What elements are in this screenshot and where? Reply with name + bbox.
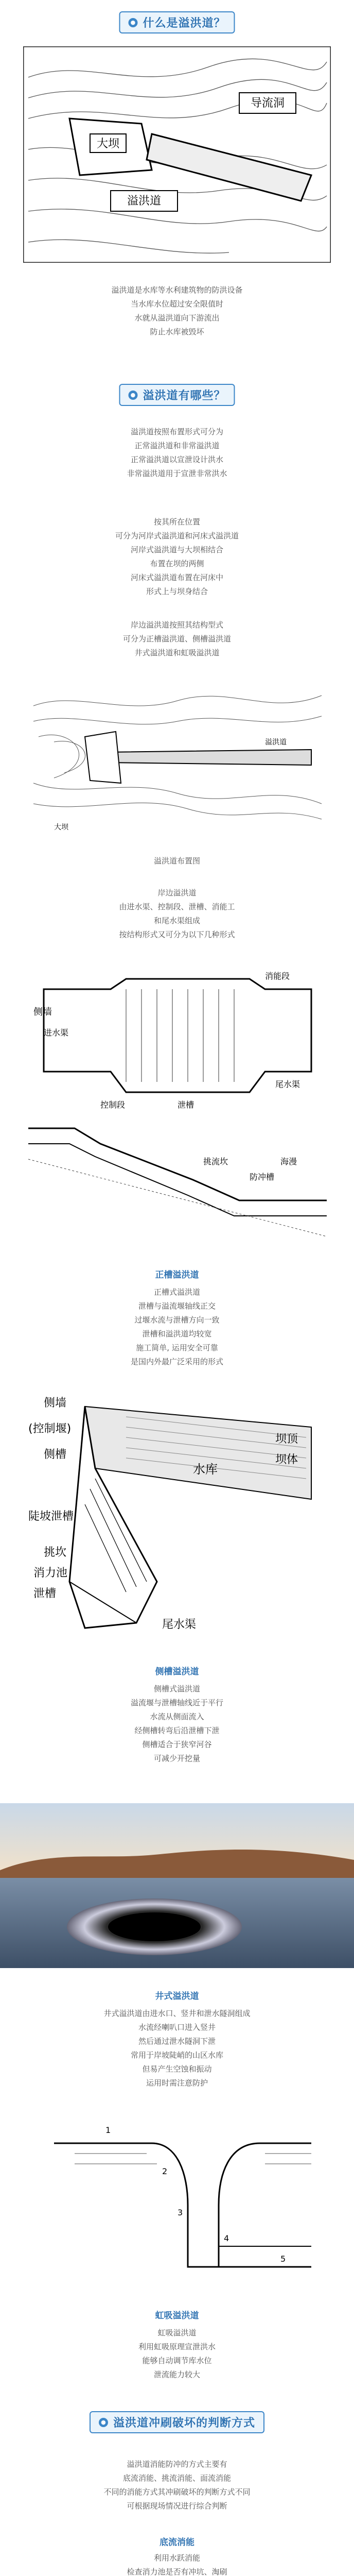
- label-dam: 大坝: [96, 138, 120, 150]
- label-5: 5: [280, 2254, 286, 2264]
- shaft-spillway-diagram: [23, 2112, 331, 2287]
- section-heading-types: [119, 384, 235, 406]
- spillway-plan-diagram: [23, 958, 331, 1247]
- water-drop-icon: ●: [128, 18, 137, 27]
- label-4: 4: [224, 2233, 229, 2243]
- label-chute: 泄槽: [178, 1100, 194, 1110]
- label-1: 1: [105, 2125, 111, 2135]
- types-para2: 按其所在位置 可分为河岸式溢洪道和河床式溢洪道 河岸式溢洪道与大坝相结合 布置在坝的两侧 河床式溢洪道布置在河床中 形式上与坝身结合: [115, 517, 239, 596]
- label-dam-body: 坝体: [275, 1453, 298, 1466]
- section-title: 溢洪道有哪些？: [143, 389, 226, 402]
- label-spillway: 溢洪道: [127, 195, 162, 208]
- jingshi-paragraph: 井式溢洪道由进水口、竖井和泄水隧洞组成 水流经喇叭口进入竖井 然后通过泄水隧洞下泄 常用于岸坡陡峭的山区水库 但易产生空蚀和振动 运用时需注意防护: [103, 2009, 251, 2088]
- types-para3: 岸边溢洪道按照其结构型式 可分为正槽溢洪道、侧槽溢洪道 井式溢洪道和虹吸溢洪道: [122, 620, 231, 657]
- label-reservoir: 水库: [193, 1462, 218, 1477]
- section-heading-what: [119, 11, 235, 33]
- label-flip: 挑流坎: [203, 1157, 228, 1166]
- subtitle-jingshi: 井式溢洪道: [155, 1991, 199, 2002]
- label-scour: 防冲槽: [250, 1172, 275, 1182]
- what-paragraph: 溢洪道是水库等水利建筑物的防洪设备 当水库水位超过安全限值时 水就从溢洪道向下游流出 防止水库被毁坏: [111, 285, 243, 336]
- label-2: 2: [162, 2166, 168, 2176]
- hongxi-paragraph: 虹吸溢洪道 利用虹吸原理宣泄洪水 能够自动调节库水位 泄流能力较大: [138, 2328, 216, 2379]
- label-tailrace: 尾水渠: [275, 1079, 300, 1089]
- label-steep-chute: 陡坡泄槽: [28, 1510, 74, 1523]
- layout-diagram: [23, 675, 331, 840]
- label-sidewall: 侧墙: [44, 1397, 67, 1410]
- label-stilling-basin: 消力池: [33, 1567, 68, 1580]
- water-drop-icon: ●: [99, 2418, 108, 2427]
- label-energy: 消能段: [265, 971, 290, 981]
- dam-diagram: [23, 46, 331, 263]
- label-tailrace: 尾水渠: [162, 1618, 197, 1631]
- section-heading-xiaoneng: [90, 2411, 264, 2433]
- section-title: 什么是溢洪道？: [143, 17, 226, 30]
- subtitle-hongxi: 虹吸溢洪道: [155, 2311, 199, 2321]
- subtitle-zhengcao: 正槽溢洪道: [155, 1270, 199, 1280]
- label-side-channel: 侧槽: [44, 1448, 67, 1461]
- label-sidewall: 侧墙: [33, 1007, 52, 1018]
- label-diversion: 导流洞: [250, 97, 285, 110]
- side-channel-diagram: [23, 1386, 331, 1643]
- types-para4: 岸边溢洪道 由进水渠、控制段、泄槽、消能工 和尾水渠组成 按结构形式又可分为以下几种形式: [119, 888, 235, 939]
- subtitle-cecao: 侧槽溢洪道: [155, 1667, 199, 1677]
- label-3: 3: [178, 2208, 183, 2217]
- label-dam: 大坝: [54, 823, 68, 832]
- label-chute: 泄槽: [33, 1587, 57, 1600]
- layout-caption: 溢洪道布置图: [153, 856, 200, 866]
- label-approach: 进水渠: [44, 1028, 69, 1038]
- label-apron: 海漫: [280, 1157, 297, 1166]
- label-crest: 坝顶: [275, 1433, 298, 1446]
- label-control-weir: (控制堰): [28, 1422, 72, 1435]
- page: ● 什么是溢洪道？ 大坝 溢洪道 导流洞 溢洪道是水库等水利建筑物的防洪设备 当水库水位超过安全限值时 水就从溢洪道向下游流出 防止水库被毁坏 ● 溢洪道有哪些？ 溢洪道按照布置形式可分为 正常溢洪道和非常溢洪道 正常溢洪道以宣泄设计洪水 非常溢洪道用于宣泄非常洪水 按其所在位置 可分为河岸式溢洪道和河床式溢洪道 河岸式溢洪道与大坝相结合 布置在坝的两侧 河床式溢洪道布置在河床中 形式上与坝身结合 岸边溢洪道按照其结构型式 可分为正槽溢洪道、侧槽溢洪道 井式溢洪道和虹吸溢洪道 溢洪道 大坝 溢洪道布置图 岸边溢洪道 由进水渠、控制段、泄槽、消能工 和尾水渠组成 按结构形式又可分为以下几种形式 侧墙 进水渠 控制段 泄槽 消能段 尾水渠 海漫 防冲槽 挑流坎 正槽溢洪道 正槽式溢洪道 泄槽与溢流堰轴线正交 过堰水流与泄槽方向一致 泄槽和溢洪道均较宽 施工简单, 运用安全可靠 是国内外最广泛采用的形式 侧墙 (控制堰) 侧槽 陡坡泄槽 挑坎 消力池 泄槽 水库 坝顶 坝体 尾水渠 侧槽溢洪道 侧槽式溢洪道 溢流堰与泄槽轴线近于平行 水流从侧面流入 经侧槽转弯后沿泄槽下泄 侧槽适合于狭窄河谷 可减少开挖量 井式溢洪道 井式溢洪道由进水口、竖井和泄水隧洞组成 水流经喇叭口进入竖井 然后通过泄水隧洞下泄 常用于岸坡陡峭的山区水库 但易产生空蚀和振动 运用时需注意防护 1 2 3 4 5 虹吸溢洪道 虹吸溢洪道 利用虹吸原理宣泄洪水 能够自动调节库水位 泄流能力较大 ● 溢洪道冲刷破坏的判断方式 溢洪道消能防冲的方式主要有 底流消能、挑流消能、面流消能 不同的消能方式其冲刷破坏的判断方式不同 可根据现场情况进行综合判断 底流消能 利用水跃消能 检查消力池是否有冲坑、淘刷: [0, 0, 354, 2576]
- types-para1: 溢洪道按照布置形式可分为 正常溢洪道和非常溢洪道 正常溢洪道以宣泄设计洪水 非常溢洪道用于宣泄非常洪水: [127, 427, 227, 478]
- water-drop-icon: ●: [128, 391, 137, 400]
- zhengcao-paragraph: 正槽式溢洪道 泄槽与溢流堰轴线正交 过堰水流与泄槽方向一致 泄槽和溢洪道均较宽 施工简单, 运用安全可靠 是国内外最广泛采用的形式: [130, 1287, 223, 1366]
- subtitle-type-0: 底流消能: [160, 2537, 194, 2548]
- morning-glory-photo: [0, 1803, 354, 1968]
- xiaoneng-paragraph: 溢洪道消能防冲的方式主要有 底流消能、挑流消能、面流消能 不同的消能方式其冲刷破坏的判断方式不同 可根据现场情况进行综合判断: [103, 2460, 251, 2511]
- section-title: 溢洪道冲刷破坏的判断方式: [113, 2417, 256, 2430]
- cecao-paragraph: 侧槽式溢洪道 溢流堰与泄槽轴线近于平行 水流从侧面流入 经侧槽转弯后沿泄槽下泄 侧槽适合于狭窄河谷 可减少开挖量: [130, 1684, 223, 1763]
- label-control: 控制段: [100, 1100, 126, 1110]
- label-spillway: 溢洪道: [265, 738, 287, 747]
- label-flip-bucket: 挑坎: [44, 1546, 67, 1559]
